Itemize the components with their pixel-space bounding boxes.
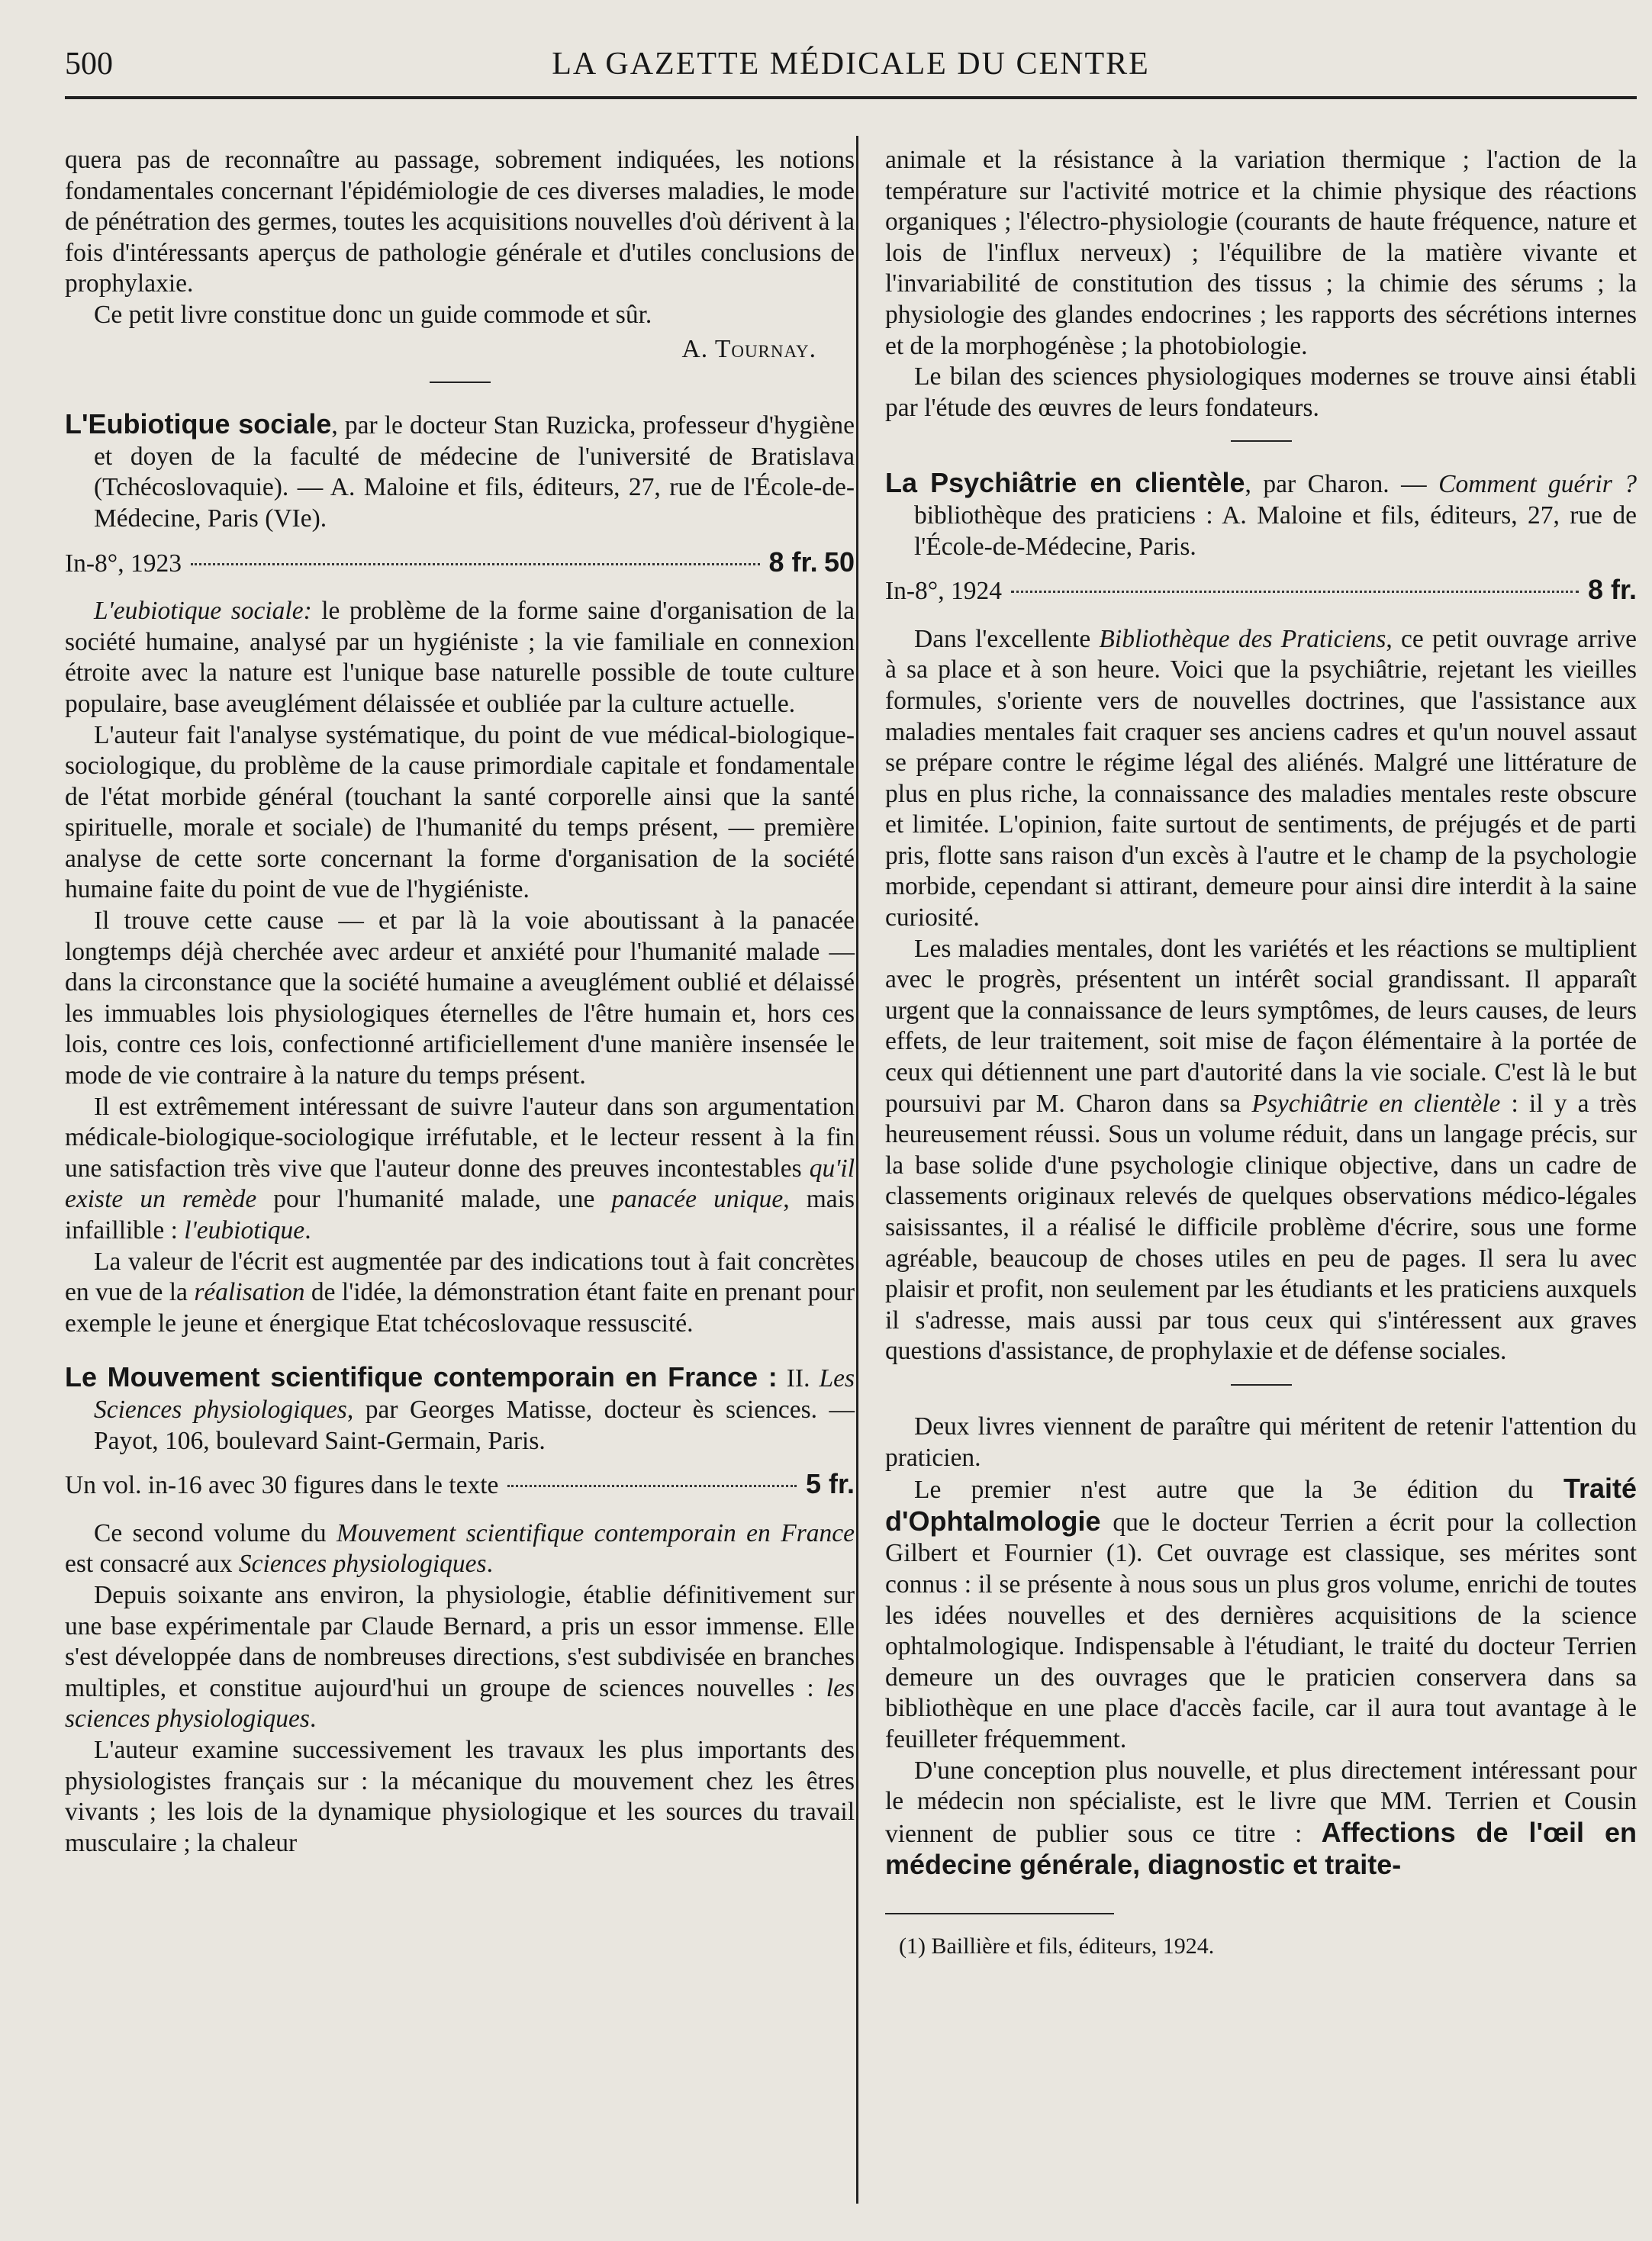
paragraph-text: , mais infaillible : [65, 1185, 855, 1244]
book-format: In-8°, 1924 [885, 577, 1002, 606]
paragraph-text: le problème de la forme saine d'organisation de la société humaine, analysé par un hygiéniste ; la vie familiale en connexion étroite avec la nature est l'unique base naturelle possible de toute culture populaire, base aveuglément délaissée et oubliée par la culture actuelle. [65, 597, 855, 718]
book-entry-psychiatrie [885, 468, 1637, 562]
leader-dots [1011, 591, 1579, 593]
book-description: bibliothèque des praticiens : A. Maloine et fils, éditeurs, 27, rue de l'École-de-Médecine, Paris. [914, 501, 1637, 561]
review-signature: A. Tournay. [681, 334, 816, 363]
italic-phrase: réalisation [194, 1278, 305, 1307]
book-description: II. [777, 1364, 820, 1393]
paragraph-text: Depuis soixante ans environ, la physiologie, établie définitivement sur une base expérimentale par Claude Bernard, a pris un essor immense. Elle s'est développée dans de nombreuses directions, s'est subdivisée en branches multiples, et constitue aujourd'hui un groupe de sciences nouvelles : [65, 1580, 855, 1702]
book-format: Un vol. in-16 avec 30 figures dans le texte [65, 1471, 499, 1500]
left-column [65, 145, 855, 1859]
review-paragraph: Deux livres viennent de paraître qui méritent de retenir l'attention du praticien. [885, 1412, 1637, 1472]
book-price [806, 1469, 855, 1502]
review-paragraph [885, 624, 1637, 934]
review-paragraph [885, 934, 1637, 1367]
paragraph-text: pour l'humanité malade, une [256, 1185, 612, 1214]
book-description: , par Georges Matisse, docteur ès sciences. — Payot, 106, boulevard Saint-Germain, Paris. [94, 1395, 855, 1455]
review-paragraph [65, 596, 855, 720]
page-header [65, 46, 1637, 92]
review-paragraph [885, 1473, 1637, 1755]
book-format: In-8°, 1923 [65, 549, 182, 578]
price-francs: 5 fr. [805, 1468, 855, 1500]
paragraph-text: : il y a très heureusement réussi. Sous un volume réduit, dans un langage précis, sur la base solide d'une psychologie clinique objective, dans un cadre de classements originaux relevés de quelques observations médico-légales saisissantes, il a réalisé le difficile problème d'écrire, sous une forme agréable, beaucoup de choses utiles en peu de pages. Il sera lu avec plaisir et profit, non seulement par les étudiants et les praticiens auxquels il s'adresse, mais aussi par tous ceux qui s'intéressent aux graves questions d'assistance, de prophylaxie et de défense sociales. [885, 1089, 1637, 1366]
book-price [1588, 575, 1637, 607]
running-title: LA GAZETTE MÉDICALE DU CENTRE [552, 47, 1150, 82]
book-title: Le Mouvement scientifique contemporain en France : [65, 1361, 778, 1393]
price-cents: 50 [823, 546, 855, 578]
column-divider [856, 136, 858, 2204]
paragraph-text: Ce second volume du [94, 1518, 337, 1547]
paragraph-text: La valeur de l'écrit est augmentée par des indications tout à fait concrètes en vue de la [65, 1247, 855, 1307]
bold-book-title: Traité d'Ophtalmologie [885, 1473, 1637, 1537]
book-description: , par le docteur Stan Ruzicka, professeur d'hygiène et doyen de la faculté de médecine de l'université de Bratislava (Tchécoslovaquie). — A. Maloine et fils, éditeurs, 27, rue de l'École-de-Médecine, Paris (VIe). [94, 411, 855, 533]
paragraph-text: . [309, 1705, 317, 1734]
paragraph-text: . [486, 1550, 493, 1579]
left-continuation-paragraph: quera pas de reconnaître au passage, sobrement indiquées, les notions fondamentales concernant l'épidémiologie de ces diverses maladies, le mode de pénétration des germes, toutes les acquisitions nouvelles d'où dérivent à la fois d'intéressants aperçus de pathologie générale et d'utiles conclusions de prophylaxie. [65, 146, 855, 298]
italic-phrase: Mouvement scientifique contemporain en France [337, 1518, 855, 1547]
review-paragraph [65, 1247, 855, 1340]
italic-phrase: Sciences physiologiques [238, 1550, 487, 1579]
italic-phrase: Les Sciences physiologiques [94, 1364, 855, 1424]
leader-dots [507, 1485, 797, 1487]
italic-phrase: Comment guérir ? [1438, 470, 1637, 499]
paragraph-text: Dans l'excellente [914, 624, 1100, 653]
leader-dots [191, 563, 760, 565]
paragraph-text: . [304, 1216, 311, 1244]
italic-phrase: Bibliothèque des Praticiens [1099, 624, 1386, 653]
review-paragraph [65, 1092, 855, 1247]
review-paragraph: Il trouve cette cause — et par là la voie aboutissant à la panacée longtemps déjà cherchée avec ardeur et anxiété pour l'humanité malade — dans la circonstance que la société humaine a aveuglément oublié et délaissé les immuables lois physiologiques éternelles de l'être humain et, hors ces lois, contre ces lois, confectionné artificiellement d'une manière insensée le mode de vie contraire à la nature du temps présent. [65, 906, 855, 1090]
footnote-rule [885, 1913, 1114, 1914]
review-paragraph: L'auteur fait l'analyse systématique, du point de vue médical-biologique-sociologique, du problème de la cause primordiale capitale et fondamentale de l'état morbide général (touchant la santé corporelle ainsi que la santé spirituelle, morale et sociale) de l'humanité du temps présent, — première analyse de cette sorte concernant la forme d'organisation de la société humaine faite du point de vue de l'hygiéniste. [65, 720, 855, 904]
paragraph-text: D'une conception plus nouvelle, et plus directement intéressant pour le médecin non spécialiste, est le livre que MM. Terrien et Cousin viennent de publier sous ce titre : [885, 1756, 1637, 1848]
review-paragraph: Le bilan des sciences physiologiques modernes se trouve ainsi établi par l'étude des œuvres de leurs fondateurs. [885, 362, 1637, 422]
review-paragraph [65, 1580, 855, 1735]
italic-phrase: qu'il existe un remède [65, 1154, 855, 1214]
footnote: (1) Baillière et fils, éditeurs, 1924. [899, 1933, 1215, 1959]
page-number: 500 [65, 47, 113, 82]
paragraph-text: de l'idée, la démonstration étant faite en prenant pour exemple le jeune et énergique Etat tchécoslovaque ressuscité. [65, 1278, 855, 1338]
book-price-line [885, 575, 1637, 607]
italic-lead: L'eubiotique sociale: [94, 597, 312, 626]
paragraph-text: Il est extrêmement intéressant de suivre l'auteur dans son argumentation médicale-biologique-sociologique irréfutable, et le lecteur ressent à la fin une satisfaction très vive que l'auteur donne des preuves incontestables [65, 1092, 855, 1183]
book-price-line [65, 547, 855, 580]
section-separator [1231, 440, 1292, 442]
book-entry-mouvement-scientifique [65, 1362, 855, 1457]
price-francs: 8 fr. [1587, 574, 1637, 606]
paragraph-text: Le premier n'est autre que la 3e édition du [914, 1476, 1563, 1505]
right-continuation-paragraph: animale et la résistance à la variation thermique ; l'action de la température sur l'activité motrice et la chimie physique des réactions organiques ; l'électro-physiologie (courants de haute fréquence, nature et lois de l'influx nerveux) ; l'équilibre de la matière vivante et l'invariabilité de constitution des tissus ; la chimie des sérums ; la physiologie des glandes endocrines ; les rapports des sécrétions internes et de la morphogénèse ; la photobiologie. [885, 146, 1637, 360]
book-title: La Psychiâtrie en clientèle [885, 467, 1245, 499]
review-paragraph [885, 1756, 1637, 1882]
book-entry-eubiotique [65, 409, 855, 534]
section-separator [430, 382, 491, 383]
review-paragraph [65, 1518, 855, 1580]
left-closing-paragraph: Ce petit livre constitue donc un guide commode et sûr. [94, 300, 652, 329]
italic-phrase: panacée unique [611, 1185, 784, 1214]
paragraph-text: , ce petit ouvrage arrive à sa place et à son heure. Voici que la psychiâtrie, rejetant les vieilles formules, s'oriente vers de nouvelles doctrines, que l'assistance aux maladies mentales fait craquer ses anciens cadres et qu'un nouvel assaut se prépare contre le régime légal des aliénés. Malgré une littérature de plus en plus riche, la connaissance des maladies mentales reste obscure et limitée. L'opinion, faite surtout de sentiments, de préjugés et de parti pris, flotte sans raison d'un excès à l'autre et le champ de la psychologie morbide, cependant si attirant, demeure pour ainsi dire interdit à la saine curiosité. [885, 624, 1637, 932]
paragraph-text: Les maladies mentales, dont les variétés et les réactions se multiplient avec le progrès, présentent un intérêt social grandissant. Il apparaît urgent que la connaissance de leurs symptômes, de leurs causes, de leurs effets, de leur traitement, soit mise de façon élémentaire à la portée de ceux qui détiennent une part d'autorité dans la vie sociale. C'est là le but poursuivi par M. Charon dans sa [885, 934, 1637, 1118]
book-description: , par Charon. — [1245, 470, 1439, 499]
book-price [769, 547, 855, 580]
italic-phrase: Psychiâtrie en clientèle [1251, 1089, 1501, 1118]
bold-book-title: Affections de l'œil en médecine générale, diagnostic et traite- [885, 1816, 1637, 1881]
book-title: L'Eubiotique sociale [65, 408, 332, 440]
price-francs: 8 fr. [768, 546, 818, 578]
paragraph-text: est consacré aux [65, 1550, 239, 1579]
italic-phrase: les sciences physiologiques [65, 1673, 855, 1734]
header-rule [65, 96, 1637, 99]
book-price-line [65, 1469, 855, 1502]
review-paragraph: L'auteur examine successivement les travaux les plus importants des physiologistes français sur : la mécanique du mouvement chez les êtres vivants ; les lois de la dynamique physiologique et les sources du travail musculaire ; la chaleur [65, 1735, 855, 1857]
right-column [885, 145, 1637, 1962]
section-separator [1231, 1384, 1292, 1386]
paragraph-text: que le docteur Terrien a écrit pour la collection Gilbert et Fournier (1). Cet ouvrage est classique, ses mérites sont connus : il se présente à nous sous un plus gros volume, enrichi de toutes les idées nouvelles et des dernières acquisitions de la science ophtalmologique. Indispensable à l'étudiant, le traité du docteur Terrien demeure un des ouvrages que le praticien conservera dans sa bibliothèque en une place d'accès facile, car il aura tout avantage à le feuilleter fréquemment. [885, 1508, 1637, 1753]
spacer [65, 1339, 855, 1362]
italic-phrase: l'eubiotique [184, 1216, 305, 1244]
